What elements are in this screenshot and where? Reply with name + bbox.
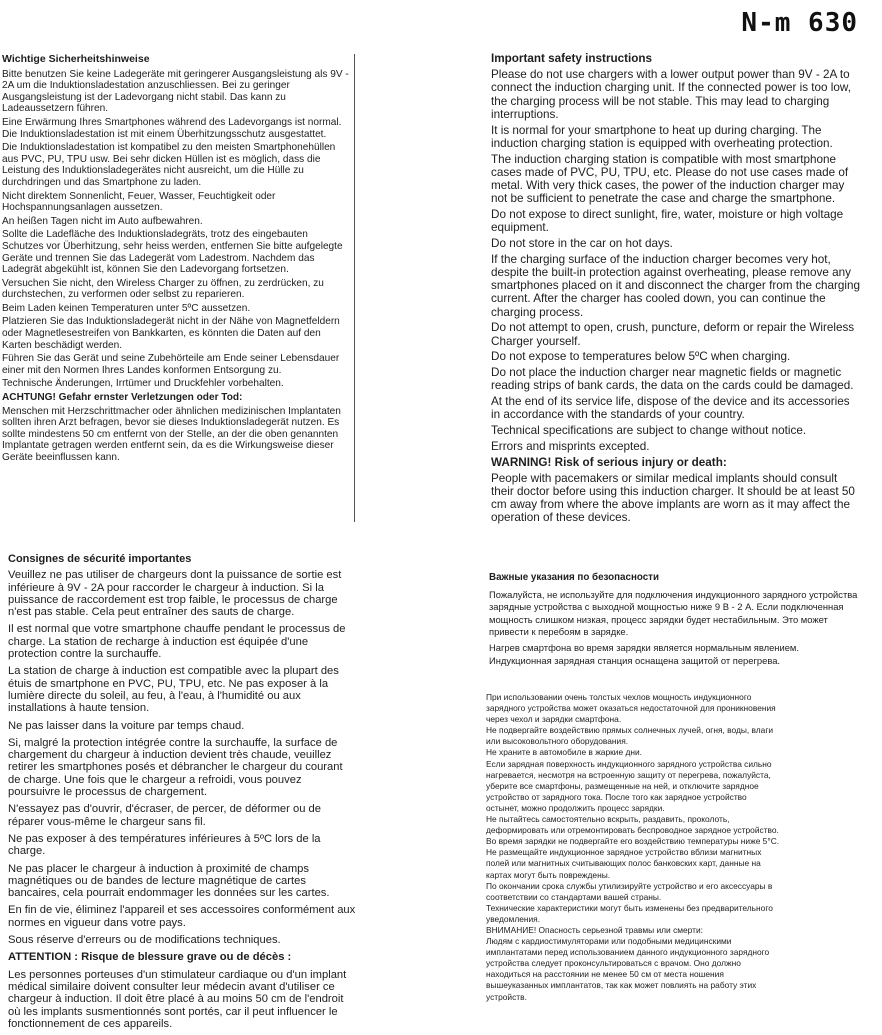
- text-line: Не размещайте индукционное зарядное устройство вблизи магнитных: [486, 847, 762, 858]
- warning-text: People with pacemakers or similar medical implants should consult their doctor before using this induction charger. It should be at least 50 cm away from where the above implants are worn as it may affect the operation of these devices.: [491, 471, 855, 525]
- text-line: По окончании срока службы утилизируйте устройство и его аксессуары в: [486, 880, 773, 891]
- text-line: или высоковольтного оборудования.: [486, 736, 629, 747]
- german-section: [2, 54, 355, 522]
- paragraph: Die Induktionsladestation ist kompatibel zu den meisten Smartphonehüllen aus PVC, PU, TPU usw. Bei sehr dicken Hüllen ist es möglich, dass die Leistung des Induktionsladegerätes nicht ausreicht, um die Hülle zu durchdringen und das Smartphone zu laden.: [2, 142, 336, 188]
- text-line: соответствии со стандартами вашей страны.: [486, 891, 662, 902]
- text-line: нагревается, несмотря на встроенную защиту от перегрева, пожалуйста,: [486, 769, 771, 780]
- paragraph: Ne pas placer le chargeur à induction à proximité de champs magnétiques ou de bandes de lecture magnétique de cartes bancaires, cela pourrait endommager les données sur les cartes.: [8, 862, 330, 900]
- paragraph: Beim Laden keinen Temperaturen unter 5ºC aussetzen.: [2, 302, 251, 314]
- text-line: зарядного устройства может оказаться недостаточной для проникновения: [486, 703, 776, 714]
- paragraph: Errors and misprints excepted.: [491, 440, 650, 454]
- text-line: Технические характеристики могут быть изменены без предварительного: [486, 902, 773, 913]
- paragraph: Eine Erwärmung Ihres Smartphones während des Ladevorgangs ist normal. Die Induktionsladestation ist mit einem Überhitzungsschutz ausgestattet.: [2, 116, 342, 140]
- text-line: При использовании очень толстых чехлов мощность индукционного: [486, 692, 752, 702]
- paragraph: La station de charge à induction est compatible avec la plupart des étuis de smartphone en PVC, PU, TPU, etc. Ne pas exposer à la lumière directe du soleil, au feu, à l'eau, à l'humidité ou aux installations à haute tension.: [8, 665, 339, 715]
- paragraph: Do not store in the car on hot days.: [491, 237, 673, 251]
- model-number: N-m 630: [741, 8, 858, 38]
- paragraph: If the charging surface of the induction charger becomes very hot, despite the built-in protection against overheating, please remove any smartphones placed on it and disconnect the charger from the charging current. After the charger has cooled down, you can continue the charging process.: [491, 252, 861, 319]
- text-line: ВНИМАНИЕ! Опасность серьезной травмы или смерти:: [486, 924, 703, 935]
- text-line: уберите все смартфоны, размещенные на ней, и отключите зарядное: [486, 780, 759, 791]
- paragraph: Ne pas exposer à des températures inférieures à 5ºC lors de la charge.: [8, 832, 321, 858]
- paragraph: Il est normal que votre smartphone chauffe pendant le processus de charge. La station de recharge à induction est équipée d'une protection contre la surchauffe.: [8, 623, 346, 661]
- section-title: Consignes de sécurité importantes: [8, 553, 192, 565]
- warning-title: ACHTUNG! Gefahr ernster Verletzungen oder Tod:: [2, 392, 243, 404]
- text-line: остынет, можно продолжить процесс зарядки.: [486, 802, 665, 813]
- paragraph: Please do not use chargers with a lower output power than 9V - 2A to connect the induction charging unit. If the connected power is too low, the charging process will be not stable. This may lead to charging interruptions.: [491, 68, 851, 121]
- text-line: устройство от зарядного тока. После того как зарядное устройство: [486, 791, 747, 802]
- text-line: полей или магнитных считывающих полос банковских карт, данные на: [486, 858, 761, 869]
- text-line: картах могут быть повреждены.: [486, 869, 611, 880]
- english-section: [491, 52, 861, 527]
- section-title: Important safety instructions: [491, 52, 653, 65]
- paragraph: Do not attempt to open, crush, puncture, deform or repair the Wireless Charger yourself.: [491, 321, 855, 348]
- paragraph: It is normal for your smartphone to heat up during charging. The induction charging station is equipped with overheating protection.: [491, 123, 833, 150]
- paragraph: Do not expose to direct sunlight, fire, water, moisture or high voltage equipment.: [491, 208, 844, 235]
- french-section: [8, 553, 356, 1035]
- text-line: Не пытайтесь самостоятельно вскрыть, раздавить, проколоть,: [486, 814, 730, 825]
- paragraph: Ne pas laisser dans la voiture par temps chaud.: [8, 719, 245, 732]
- paragraph: Nicht direktem Sonnenlicht, Feuer, Wasser, Feuchtigkeit oder Hochspannungsanlagen aussetzen.: [2, 190, 276, 214]
- paragraph: Do not place the induction charger near magnetic fields or magnetic reading strips of bank cards, the data on the cards could be damaged.: [491, 366, 854, 393]
- text-line: Во время зарядки не подвергайте его воздействию температуры ниже 5°C.: [486, 836, 780, 847]
- paragraph: Technische Änderungen, Irrtümer und Druckfehler vorbehalten.: [2, 378, 284, 390]
- paragraph: Bitte benutzen Sie keine Ladegeräte mit geringerer Ausgangsleistung als 9V - 2A um die Induktionsladestation anzuschliessen. Bei zu geringer Ausgangsleistung ist der Ladevorgang nicht stabil. Das kann zu Ladeaussetzern führen.: [2, 68, 349, 115]
- text-line: Людям с кардиостимуляторами или подобными медицинскими: [486, 936, 732, 947]
- text-line: уведомления.: [486, 913, 541, 924]
- paragraph: Do not expose to temperatures below 5ºC when charging.: [491, 350, 791, 364]
- warning-title: WARNING! Risk of serious injury or death:: [491, 455, 727, 469]
- paragraph: Technical specifications are subject to change without notice.: [491, 424, 807, 438]
- paragraph: Sollte die Ladefläche des Induktionsladegräts, trotz des eingebauten Schutzes vor Überhitzung, sehr heiss werden, entfernen Sie bitte aufgelegte Geräte und trennen Sie das Ladegerät vom Ladestrom. Nachdem das Ladegrät abgekühlt ist, können Sie den Ladevorgang fortsetzen.: [2, 229, 343, 276]
- text-line: Не подвергайте воздействию прямых солнечных лучей, огня, воды, влаги: [486, 725, 774, 736]
- paragraph: N'essayez pas d'ouvrir, d'écraser, de percer, de déformer ou de réparer vous-même le chargeur sans fil.: [8, 803, 321, 828]
- text-line: через чехол и зарядки смартфона.: [486, 714, 622, 725]
- paragraph: Versuchen Sie nicht, den Wireless Charger zu öffnen, zu zerdrücken, zu durchstechen, zu verformen oder selbst zu reparieren.: [2, 277, 324, 301]
- text-line: Если зарядная поверхность индукционного зарядного устройства сильно: [486, 758, 772, 769]
- section-title: Wichtige Sicherheitshinweise: [2, 53, 150, 65]
- text-line: имплантатами перед использованием данного индукционного зарядного: [486, 947, 770, 958]
- warning-text: Les personnes porteuses d'un stimulateur cardiaque ou d'un implant médical similaire doivent consulter leur médecin avant d'utiliser ce chargeur à induction. Il doit être placé à au moins 50 cm de l'endroit où les implants susmentionnés sont portés, car il peut influencer le fonctionnement de ces appareils.: [8, 968, 347, 1030]
- paragraph: At the end of its service life, dispose of the device and its accessories in accordance with the standards of your country.: [491, 395, 850, 422]
- section-title: Важные указания по безопасности: [489, 572, 660, 583]
- text-line: устройства следует проконсультироваться с врачом. Оно должно: [486, 958, 741, 969]
- paragraph: Sous réserve d'erreurs ou de modifications techniques.: [8, 934, 281, 947]
- paragraph: An heißen Tagen nicht im Auto aufbewahren.: [2, 215, 203, 227]
- text-line: находиться на расстоянии не менее 50 см от места ношения: [486, 969, 724, 980]
- paragraph: En fin de vie, éliminez l'appareil et ses accessoires conformément aux normes en vigueur dans votre pays.: [8, 904, 356, 929]
- russian-section: [489, 572, 859, 670]
- warning-text: Menschen mit Herzschrittmacher oder ähnlichen medizinischen Implantaten sollten ihren Arzt befragen, bevor sie dieses Induktionsladegerät nutzen. Es sollte mindestens 50 cm entfernt von der Stelle, an der die oben genannten Implantate getragen werden entfernt sein, da es die Wirkungsweise dieser Geräte beeinflussen kann.: [2, 405, 341, 463]
- text-line: деформировать или отремонтировать беспроводное зарядное устройство.: [486, 825, 779, 836]
- paragraph: Veuillez ne pas utiliser de chargeurs dont la puissance de sortie est inférieure à 9V - 2A pour raccorder le chargeur à induction. Si la puissance de raccordement est trop faible, le processus de charge n'est pas stable. Cela peut entraîner des sauts de charge.: [8, 569, 342, 619]
- paragraph: Si, malgré la protection intégrée contre la surchauffe, la surface de chargement du chargeur à induction devient très chaude, veuillez retirer les smartphones posés et débrancher le chargeur du courant de charge. Une fois que le chargeur a refroidi, vous pouvez poursuivre le processus de chargement.: [8, 736, 343, 799]
- paragraph: Platzieren Sie das Induktionsladegerät nicht in der Nähe von Magnetfeldern oder Magnetlesestreifen von Bankkarten, es könnten die Daten auf den Karten beschädigt werden.: [2, 316, 340, 351]
- warning-title: ATTENTION : Risque de blessure grave ou de décès :: [8, 951, 292, 964]
- paragraph: The induction charging station is compatible with most smartphone cases made of PVC, PU, TPU, etc. Please do not use cases made of metal. With very thick cases, the power of the induction charger may not be sufficient to penetrate the case and charge the smartphone.: [491, 152, 849, 206]
- paragraph: Пожалуйста, не используйте для подключения индукционного зарядного устройства зарядные устройства с выходной мощностью ниже 9 В - 2 А. Если подключенная мощность слишком низкая, процесс зарядки будет нестабильным. Это может привести к перебоям в зарядке.: [489, 588, 858, 638]
- text-line: Не храните в автомобиле в жаркие дни.: [486, 747, 642, 758]
- paragraph: Führen Sie das Gerät und seine Zubehörteile am Ende seiner Lebensdauer einer mit den Normen Ihres Landes konformen Entsorgung zu.: [2, 353, 340, 376]
- text-line: устройств.: [486, 991, 527, 1002]
- russian-section-continued: [486, 692, 860, 1003]
- text-line: вышеуказанных имплантатов, так как может повлиять на работу этих: [486, 980, 757, 991]
- paragraph: Нагрев смартфона во время зарядки является нормальным явлением. Индукционная зарядная станция оснащена защитой от перегрева.: [489, 641, 799, 666]
